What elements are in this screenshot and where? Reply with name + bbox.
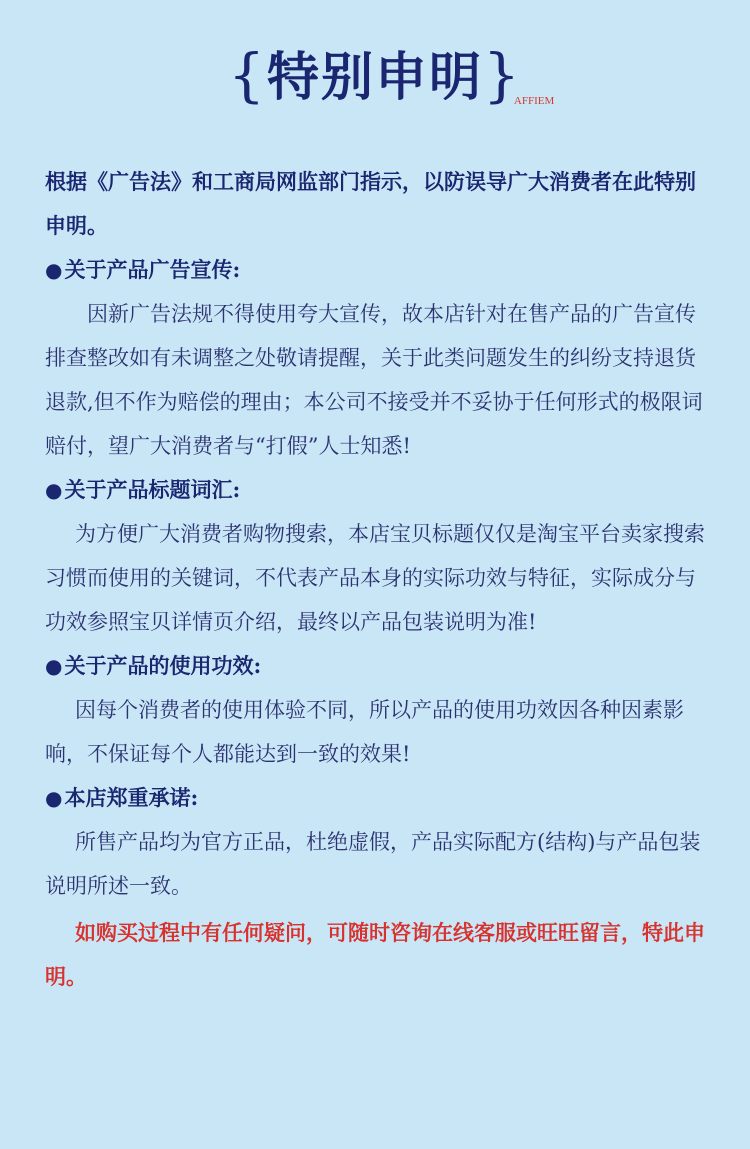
title-subscript: AFFIEM — [513, 95, 555, 107]
heading-label: 关于产品广告宣传: — [64, 257, 241, 282]
section-heading-advertising — [45, 248, 715, 292]
bullet-icon: ● — [45, 786, 63, 810]
statement-content — [45, 160, 715, 999]
page-title — [228, 40, 555, 113]
title-area — [0, 40, 750, 113]
intro-paragraph: 根据《广告法》和工商局网监部门指示，以防误导广大消费者在此特别申明。 — [45, 169, 696, 238]
heading-label: 关于产品标题词汇: — [64, 477, 241, 502]
section-heading-title-terms — [45, 468, 715, 512]
bullet-icon: ● — [45, 654, 63, 678]
section-heading-efficacy — [45, 644, 715, 688]
section-body-title-terms: 为方便广大消费者购物搜索，本店宝贝标题仅仅是淘宝平台卖家搜索习惯而使用的关键词，不代表产品本身的实际功效与特征，实际成分与功效参照宝贝详情页介绍，最终以产品包装说明为准! — [45, 522, 705, 634]
bullet-icon: ● — [45, 258, 63, 282]
heading-label: 关于产品的使用功效: — [64, 653, 262, 678]
heading-label: 本店郑重承诺: — [64, 785, 199, 810]
section-body-promise: 所售产品均为官方正品，杜绝虚假，产品实际配方(结构)与产品包装说明所述一致。 — [45, 830, 701, 898]
section-body-efficacy: 因每个消费者的使用体验不同，所以产品的使用功效因各种因素影响，不保证每个人都能达到一致的效果! — [45, 698, 684, 766]
bullet-icon: ● — [45, 478, 63, 502]
right-brace: } — [483, 41, 522, 109]
section-body-advertising: 因新广告法规不得使用夸大宣传，故本店针对在售产品的广告宣传排查整改如有未调整之处敬请提醒，关于此类问题发生的纠纷支持退货退款,但不作为赔偿的理由；本公司不接受并不妥协于任何形式的极限词赔付，望广大消费者与“打假”人士知悉! — [45, 302, 703, 458]
closing-notice: 如购买过程中有任何疑问，可随时咨询在线客服或旺旺留言，特此申明。 — [45, 920, 705, 989]
section-heading-promise — [45, 776, 715, 820]
title-text: 特别申明 — [266, 47, 483, 108]
left-brace: { — [228, 41, 267, 109]
